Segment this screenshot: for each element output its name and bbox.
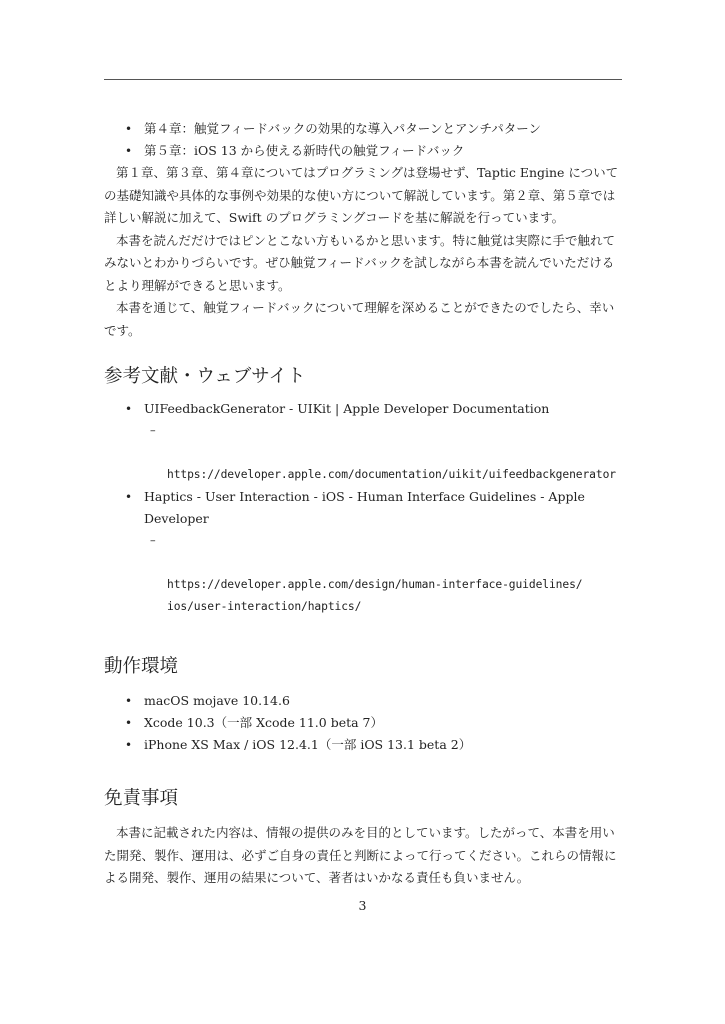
bullet-icon: •	[125, 716, 133, 730]
intro-paragraph: 本書を読んだだけではピンとこない方もいるかと思います。特に触覚は実際に手で触れてみないとわかりづらいです。ぜひ触覚フィードバックを試しながら本書を読んでいただけるとより理解ができると思います。	[104, 232, 616, 293]
bullet-icon: •	[125, 490, 133, 504]
bullet-icon: •	[125, 402, 133, 416]
list-item	[104, 734, 624, 756]
intro-paragraph: 第１章、第３章、第４章についてはプログラミングは登場せず、Taptic Engine についての基礎知識や具体的な事例や効果的な使い方について解説しています。第２章、第５章では詳しい解説に加えて、Swift のプログラミングコードを基に解説を行っています。	[104, 165, 619, 225]
list-item	[144, 420, 624, 486]
disclaimer-heading: 免責事項	[104, 788, 179, 809]
list-item	[104, 140, 624, 162]
environment-item-text: Xcode 10.3（一部 Xcode 11.0 beta 7）	[144, 715, 384, 730]
page-content	[104, 118, 624, 890]
bullet-icon: •	[125, 122, 133, 136]
intro-paragraph: 本書を通じて、触覚フィードバックについて理解を深めることができたのでしたら、幸いです。	[104, 300, 615, 338]
dash-icon: –	[150, 424, 156, 437]
dash-icon: –	[150, 534, 156, 547]
page-number: 3	[358, 898, 367, 913]
chapter-item-text: 第５章：iOS 13 から使える新時代の触覚フィードバック	[144, 143, 465, 158]
environment-item-text: iPhone XS Max / iOS 12.4.1（一部 iOS 13.1 beta 2）	[144, 737, 472, 752]
header-rule	[104, 79, 622, 80]
list-item	[144, 530, 624, 618]
list-item	[104, 118, 624, 140]
reference-url-link[interactable]: https://developer.apple.com/design/human-interface-guidelines/ ios/user-interaction/haptics/	[167, 578, 583, 613]
references-list	[104, 398, 624, 618]
disclaimer-paragraph: 本書に記載された内容は、情報の提供のみを目的としています。したがって、本書を用いた開発、製作、運用は、必ずご自身の責任と判断によって行ってください。これらの情報による開発、製作、運用の結果について、著者はいかなる責任も負いません。	[104, 825, 617, 885]
reference-title: Haptics - User Interaction - iOS - Human Interface Guidelines - Apple Developer	[144, 489, 585, 526]
bullet-icon: •	[125, 738, 133, 752]
reference-url-link[interactable]: https://developer.apple.com/documentation/uikit/uifeedbackgenerator	[167, 468, 616, 481]
chapter-item-text: 第４章：触覚フィードバックの効果的な導入パターンとアンチパターン	[144, 121, 542, 136]
list-item	[104, 486, 624, 618]
reference-title: UIFeedbackGenerator - UIKit | Apple Developer Documentation	[144, 401, 550, 416]
bullet-icon: •	[125, 144, 133, 158]
chapter-list	[104, 118, 624, 162]
reference-url-list	[144, 420, 624, 486]
bullet-icon: •	[125, 694, 133, 708]
references-heading: 参考文献・ウェブサイト	[104, 366, 306, 387]
list-item	[104, 712, 624, 734]
reference-url-list	[144, 530, 624, 618]
environment-list	[104, 690, 624, 756]
list-item	[104, 690, 624, 712]
environment-heading: 動作環境	[104, 656, 179, 677]
list-item	[104, 398, 624, 486]
environment-item-text: macOS mojave 10.14.6	[144, 693, 290, 708]
